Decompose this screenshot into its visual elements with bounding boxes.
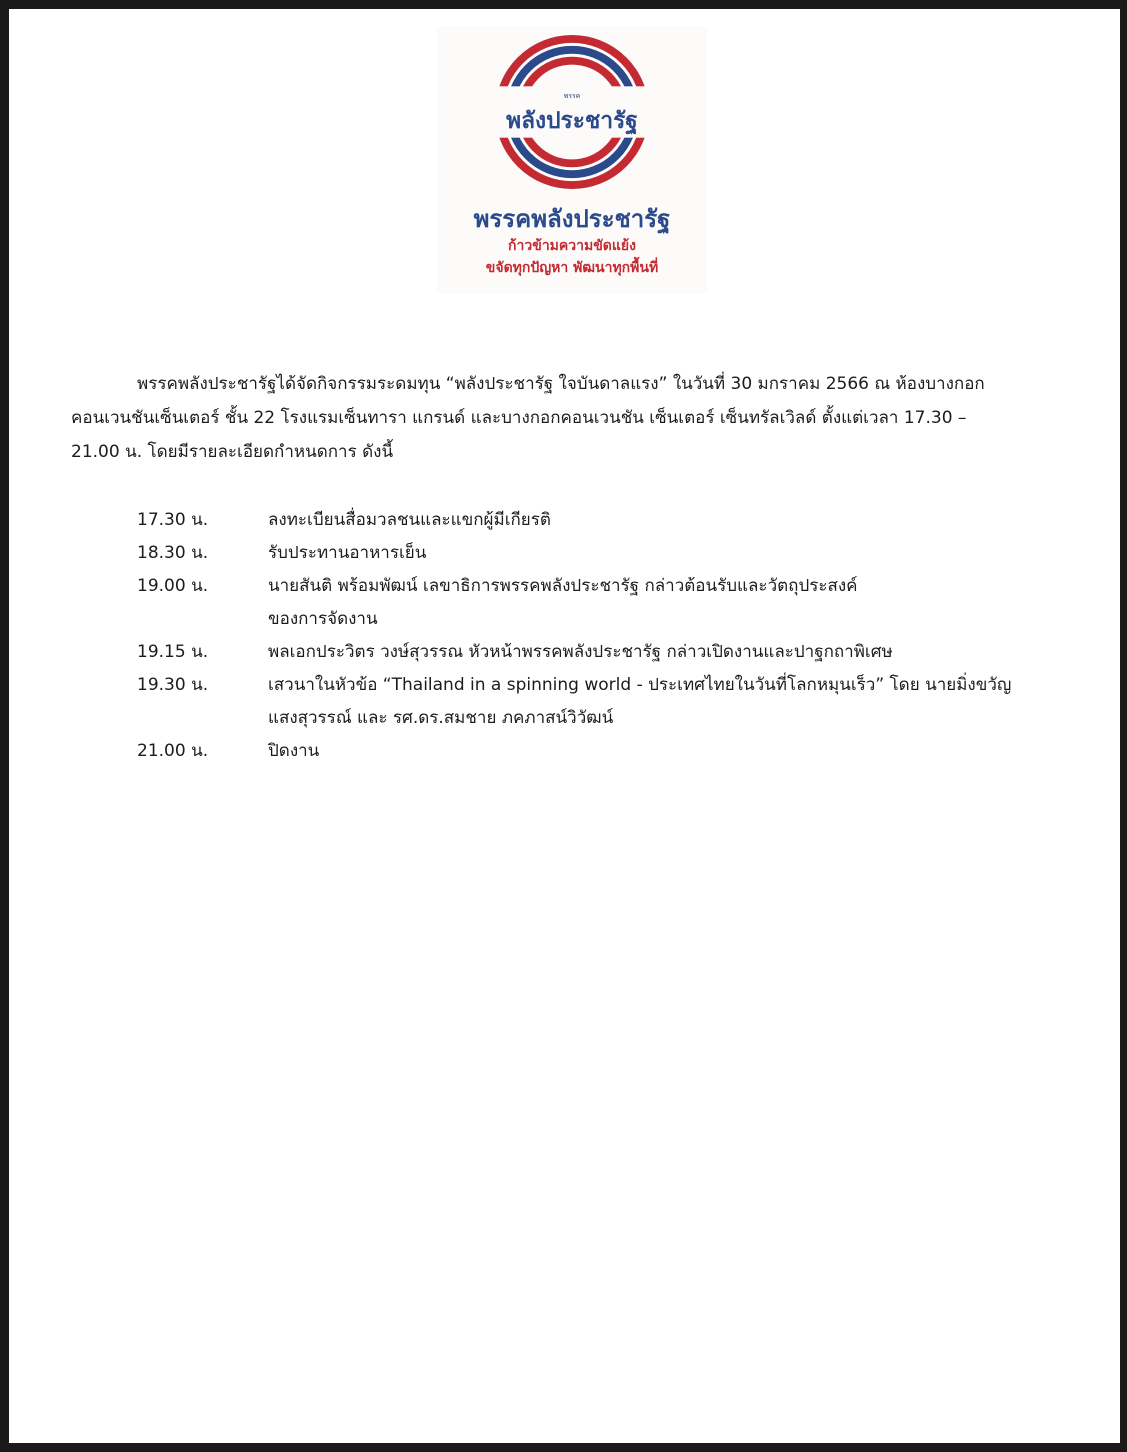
schedule-description: ปิดงาน (268, 741, 320, 761)
schedule-description: นายสันติ พร้อมพัฒน์ เลขาธิการพรรคพลังประชารัฐ กล่าวต้อนรับและวัตถุประสงค์ (268, 576, 858, 596)
schedule-description: พลเอกประวิตร วงษ์สุวรรณ หัวหน้าพรรคพลังประชารัฐ กล่าวเปิดงานและปาฐกถาพิเศษ (268, 642, 893, 662)
party-logo (437, 27, 707, 293)
schedule-time: 17.30 น. (137, 510, 209, 530)
intro-line-1: พรรคพลังประชารัฐได้จัดกิจกรรมระดมทุน “พลังประชารัฐ ใจบันดาลแรง” ในวันที่ 30 มกราคม 2566 ณ ห้องบางกอก (137, 374, 985, 394)
schedule-time: 18.30 น. (137, 543, 209, 563)
schedule-item (137, 504, 1057, 537)
intro-line-3: 21.00 น. โดยมีรายละเอียดกำหนดการ ดังนี้ (71, 442, 394, 462)
slogan-line-1: ก้าวข้ามความขัดแย้ง (508, 238, 636, 254)
schedule-time: 19.15 น. (137, 642, 209, 662)
schedule-description: ลงทะเบียนสื่อมวลชนและแขกผู้มีเกียรติ (268, 510, 551, 530)
schedule-time: 19.30 น. (137, 675, 209, 695)
schedule-item (137, 636, 1057, 669)
schedule-description: เสวนาในหัวข้อ “Thailand in a spinning world - ประเทศไทยในวันที่โลกหมุนเร็ว” โดย นายมิ่งขวัญ (268, 675, 1012, 695)
schedule-list (137, 504, 1057, 768)
schedule-item (137, 735, 1057, 768)
slogan-line-2: ขจัดทุกปัญหา พัฒนาทุกพื้นที่ (485, 260, 659, 276)
schedule-item (137, 669, 1057, 735)
schedule-item (137, 570, 1057, 636)
intro-line-2: คอนเวนชันเซ็นเตอร์ ชั้น 22 โรงแรมเซ็นทารา แกรนด์ และบางกอกคอนเวนชัน เซ็นเตอร์ เซ็นทรัลเวิลด์ ตั้งแต่เวลา 17.30 – (71, 408, 967, 428)
schedule-description-continued: ของการจัดงาน (268, 609, 378, 629)
schedule-time: 19.00 น. (137, 576, 209, 596)
schedule-description-continued: แสงสุวรรณ์ และ รศ.ดร.สมชาย ภคภาสน์วิวัฒน์ (268, 708, 614, 728)
party-emblem-icon (493, 33, 651, 191)
document-page (9, 9, 1120, 1443)
emblem-name: พลังประชารัฐ (506, 107, 638, 134)
party-name: พรรคพลังประชารัฐ (473, 205, 671, 233)
emblem-small-text: พรรค (563, 92, 581, 101)
schedule-time: 21.00 น. (137, 741, 209, 761)
schedule-item (137, 537, 1057, 570)
intro-paragraph (71, 367, 1056, 469)
schedule-description: รับประทานอาหารเย็น (268, 543, 427, 563)
